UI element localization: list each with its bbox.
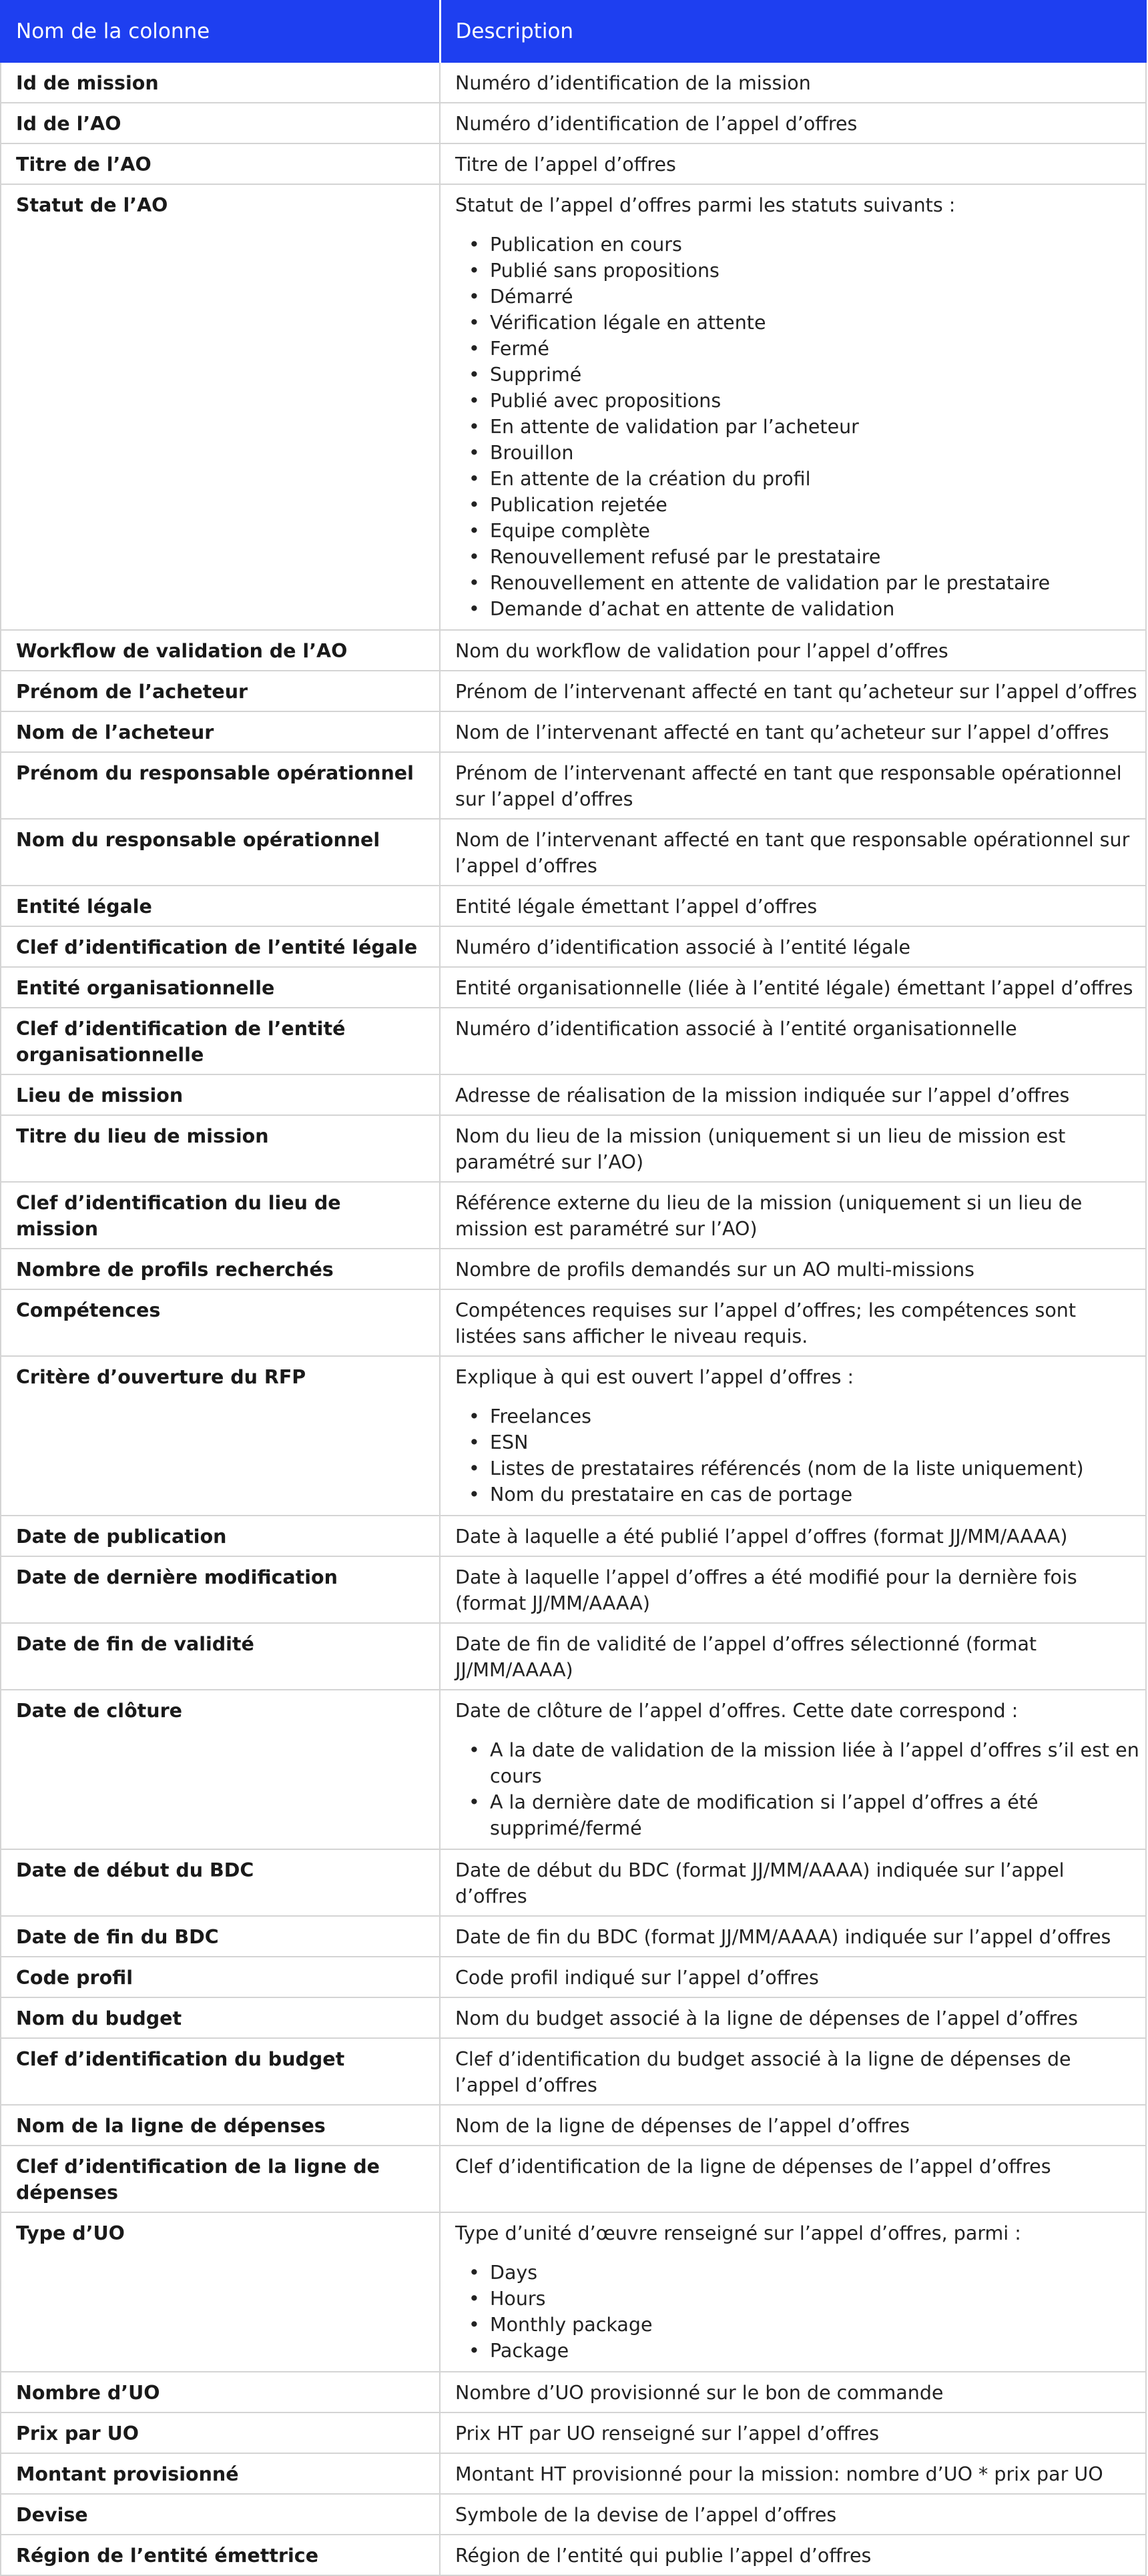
description-cell (440, 926, 1146, 967)
table-header (1, 1, 1146, 62)
bullet-text: Hours (490, 2288, 546, 2310)
description-text: Prénom de l’intervenant affecté en tant que responsable opérationnel sur l’appel d’offres (455, 762, 1122, 810)
bullet-item (469, 1403, 1140, 1429)
bullet-text: Publication en cours (490, 234, 682, 256)
column-name-cell: Titre du lieu de mission (1, 1115, 440, 1182)
bullet-text: Fermé (490, 338, 549, 360)
bullet-text: Listes de prestataires référencés (nom de la liste uniquement) (490, 1458, 1084, 1480)
column-name-cell: Entité organisationnelle (1, 967, 440, 1008)
column-name-cell: Montant provisionné (1, 2453, 440, 2494)
column-name-cell: Titre de l’AO (1, 143, 440, 184)
bullet-item (469, 232, 1140, 258)
column-name-cell: Lieu de mission (1, 1074, 440, 1115)
bullet-text: A la dernière date de modification si l’appel d’offres a été supprimé/fermé (490, 1791, 1039, 1839)
description-text: Numéro d’identification de l’appel d’offres (455, 113, 858, 135)
description-text: Référence externe du lieu de la mission (uniquement si un lieu de mission est paramétré sur l’AO) (455, 1192, 1083, 1240)
description-text: Entité organisationnelle (liée à l’entité légale) émettant l’appel d’offres (455, 977, 1133, 999)
bullet-dot-icon: • (469, 2262, 480, 2284)
bullet-dot-icon: • (469, 2314, 480, 2336)
column-name-cell: Date de début du BDC (1, 1849, 440, 1916)
bullet-item (469, 570, 1140, 596)
table-row (1, 1556, 1146, 1623)
description-text: Nom de la ligne de dépenses de l’appel d’offres (455, 2115, 910, 2137)
column-name-cell: Date de publication (1, 1516, 440, 1556)
bullet-item (469, 258, 1140, 284)
description-text: Entité légale émettant l’appel d’offres (455, 896, 818, 918)
description-cell (440, 1356, 1146, 1516)
column-name-cell: Prénom du responsable opérationnel (1, 752, 440, 819)
table-row (1, 2412, 1146, 2453)
description-cell (440, 1289, 1146, 1356)
description-cell (440, 752, 1146, 819)
description-text: Date à laquelle a été publié l’appel d’offres (format JJ/MM/AAAA) (455, 1526, 1068, 1548)
bullet-item (469, 310, 1140, 336)
table-row (1, 2146, 1146, 2212)
description-text: Nom de l’intervenant affecté en tant que responsable opérationnel sur l’appel d’offres (455, 829, 1130, 877)
bullet-item (469, 596, 1140, 622)
description-cell (440, 819, 1146, 886)
description-cell (440, 2146, 1146, 2212)
description-cell (440, 103, 1146, 143)
column-name-cell: Nombre de profils recherchés (1, 1249, 440, 1289)
description-cell (440, 711, 1146, 752)
bullet-item (469, 1789, 1140, 1841)
table-row (1, 1074, 1146, 1115)
description-text: Nom du budget associé à la ligne de dépenses de l’appel d’offres (455, 2007, 1079, 2029)
description-text: Clef d’identification du budget associé à la ligne de dépenses de l’appel d’offres (455, 2048, 1071, 2096)
bullet-dot-icon: • (469, 364, 480, 386)
table-row (1, 1289, 1146, 1356)
bullet-item (469, 2338, 1140, 2364)
bullet-dot-icon: • (469, 2288, 480, 2310)
table-row (1, 2494, 1146, 2535)
bullet-text: ESN (490, 1431, 529, 1454)
bullet-list (455, 1737, 1140, 1841)
bullet-text: Brouillon (490, 442, 574, 464)
column-name-cell: Statut de l’AO (1, 184, 440, 630)
table-row (1, 630, 1146, 671)
column-name-cell: Clef d’identification de l’entité organisationnelle (1, 1008, 440, 1074)
description-cell (440, 62, 1146, 103)
bullet-dot-icon: • (469, 520, 480, 542)
bullet-dot-icon: • (469, 260, 480, 282)
bullet-item (469, 440, 1140, 466)
description-cell (440, 2372, 1146, 2412)
description-cell (440, 1916, 1146, 1957)
bullet-item (469, 362, 1140, 388)
description-cell (440, 1556, 1146, 1623)
description-cell (440, 967, 1146, 1008)
description-text: Date à laquelle l’appel d’offres a été modifié pour la dernière fois (format JJ/MM/AAAA) (455, 1566, 1077, 1614)
bullet-text: Demande d’achat en attente de validation (490, 598, 895, 620)
description-text: Nom de l’intervenant affecté en tant qu’acheteur sur l’appel d’offres (455, 721, 1109, 743)
table-row (1, 1182, 1146, 1249)
table-row (1, 2105, 1146, 2146)
description-cell (440, 1008, 1146, 1074)
column-name-cell: Id de l’AO (1, 103, 440, 143)
bullet-dot-icon: • (469, 1484, 480, 1506)
bullet-dot-icon: • (469, 494, 480, 516)
column-name-cell: Type d’UO (1, 2212, 440, 2372)
bullet-item (469, 284, 1140, 310)
bullet-item (469, 2260, 1140, 2286)
description-cell (440, 2412, 1146, 2453)
bullet-dot-icon: • (469, 416, 480, 438)
description-cell (440, 143, 1146, 184)
bullet-text: En attente de validation par l’acheteur (490, 416, 859, 438)
bullet-item (469, 388, 1140, 414)
description-text: Clef d’identification de la ligne de dépenses de l’appel d’offres (455, 2156, 1051, 2178)
column-name-cell: Région de l’entité émettrice (1, 2535, 440, 2575)
column-name-cell: Clef d’identification du budget (1, 2038, 440, 2105)
column-name-cell: Compétences (1, 1289, 440, 1356)
bullet-item (469, 414, 1140, 440)
column-name-cell: Nombre d’UO (1, 2372, 440, 2412)
description-cell (440, 184, 1146, 630)
description-cell (440, 2494, 1146, 2535)
description-cell (440, 2038, 1146, 2105)
table-row (1, 1849, 1146, 1916)
bullet-dot-icon: • (469, 1791, 480, 1813)
column-name-cell: Clef d’identification de la ligne de dépenses (1, 2146, 440, 2212)
bullet-dot-icon: • (469, 1739, 480, 1761)
description-text: Nom du workflow de validation pour l’appel d’offres (455, 640, 948, 662)
description-text: Montant HT provisionné pour la mission: nombre d’UO * prix par UO (455, 2463, 1103, 2485)
table-row (1, 2453, 1146, 2494)
bullet-dot-icon: • (469, 1458, 480, 1480)
column-name-cell: Prix par UO (1, 2412, 440, 2453)
bullet-dot-icon: • (469, 598, 480, 620)
bullet-text: Monthly package (490, 2314, 653, 2336)
description-cell (440, 630, 1146, 671)
description-text: Statut de l’appel d’offres parmi les statuts suivants : (455, 194, 956, 216)
description-cell (440, 2453, 1146, 2494)
table-row (1, 819, 1146, 886)
description-cell (440, 1849, 1146, 1916)
bullet-text: Days (490, 2262, 538, 2284)
bullet-dot-icon: • (469, 468, 480, 490)
table-row (1, 886, 1146, 926)
column-name-cell: Nom de la ligne de dépenses (1, 2105, 440, 2146)
table-row (1, 62, 1146, 103)
description-text: Prénom de l’intervenant affecté en tant qu’acheteur sur l’appel d’offres (455, 681, 1137, 703)
description-cell (440, 1074, 1146, 1115)
bullet-text: Nom du prestataire en cas de portage (490, 1484, 853, 1506)
column-name-cell: Critère d’ouverture du RFP (1, 1356, 440, 1516)
description-text: Nom du lieu de la mission (uniquement si un lieu de mission est paramétré sur l’AO) (455, 1125, 1066, 1173)
bullet-list (455, 2260, 1140, 2364)
header-column-name: Nom de la colonne (1, 1, 440, 62)
bullet-text: Renouvellement refusé par le prestataire (490, 546, 881, 568)
table-row (1, 1115, 1146, 1182)
table-row (1, 2212, 1146, 2372)
column-name-cell: Code profil (1, 1957, 440, 1997)
table-row (1, 967, 1146, 1008)
bullet-text: En attente de la création du profil (490, 468, 811, 490)
description-text: Numéro d’identification de la mission (455, 72, 811, 94)
description-text: Compétences requises sur l’appel d’offres; les compétences sont listées sans afficher le niveau requis. (455, 1299, 1077, 1347)
column-name-cell: Clef d’identification du lieu de mission (1, 1182, 440, 1249)
bullet-text: Publié avec propositions (490, 390, 722, 412)
description-cell (440, 886, 1146, 926)
bullet-text: Renouvellement en attente de validation par le prestataire (490, 572, 1051, 594)
column-name-cell: Workflow de validation de l’AO (1, 630, 440, 671)
bullet-dot-icon: • (469, 546, 480, 568)
description-text: Titre de l’appel d’offres (455, 153, 676, 176)
table-row (1, 711, 1146, 752)
table-row (1, 1008, 1146, 1074)
description-text: Date de début du BDC (format JJ/MM/AAAA) indiquée sur l’appel d’offres (455, 1859, 1065, 1907)
column-name-cell: Nom du responsable opérationnel (1, 819, 440, 886)
table-row (1, 1916, 1146, 1957)
bullet-item (469, 1737, 1140, 1789)
bullet-item (469, 1429, 1140, 1456)
column-name-cell: Prénom de l’acheteur (1, 671, 440, 711)
bullet-dot-icon: • (469, 312, 480, 334)
bullet-text: Equipe complète (490, 520, 650, 542)
description-text: Date de fin de validité de l’appel d’offres sélectionné (format JJ/MM/AAAA) (455, 1633, 1037, 1681)
table-row (1, 1957, 1146, 1997)
column-name-cell: Nom de l’acheteur (1, 711, 440, 752)
bullet-item (469, 2286, 1140, 2312)
description-text: Prix HT par UO renseigné sur l’appel d’offres (455, 2423, 880, 2445)
table-row (1, 1997, 1146, 2038)
table-row (1, 184, 1146, 630)
table-row (1, 1356, 1146, 1516)
column-name-cell: Clef d’identification de l’entité légale (1, 926, 440, 967)
description-cell (440, 2535, 1146, 2575)
description-cell (440, 1249, 1146, 1289)
description-text: Région de l’entité qui publie l’appel d’offres (455, 2545, 872, 2567)
description-cell (440, 671, 1146, 711)
description-cell (440, 1182, 1146, 1249)
description-cell (440, 1115, 1146, 1182)
description-text: Date de fin du BDC (format JJ/MM/AAAA) indiquée sur l’appel d’offres (455, 1926, 1111, 1948)
description-text: Explique à qui est ouvert l’appel d’offres : (455, 1366, 854, 1388)
bullet-text: Package (490, 2340, 569, 2362)
column-name-cell: Date de dernière modification (1, 1556, 440, 1623)
column-name-cell: Id de mission (1, 62, 440, 103)
table-row (1, 2535, 1146, 2575)
description-cell (440, 1957, 1146, 1997)
bullet-text: Supprimé (490, 364, 582, 386)
bullet-item (469, 518, 1140, 544)
column-name-cell: Nom du budget (1, 1997, 440, 2038)
bullet-item (469, 466, 1140, 492)
header-description: Description (440, 1, 1146, 62)
bullet-item (469, 492, 1140, 518)
bullet-item (469, 336, 1140, 362)
bullet-item (469, 2312, 1140, 2338)
table-row (1, 1690, 1146, 1849)
description-text: Nombre de profils demandés sur un AO multi-missions (455, 1259, 974, 1281)
column-name-cell: Entité légale (1, 886, 440, 926)
column-name-cell: Devise (1, 2494, 440, 2535)
description-text: Numéro d’identification associé à l’entité organisationnelle (455, 1018, 1017, 1040)
bullet-dot-icon: • (469, 442, 480, 464)
table-row (1, 1516, 1146, 1556)
description-cell (440, 1690, 1146, 1849)
description-cell (440, 2105, 1146, 2146)
description-cell (440, 1623, 1146, 1690)
bullet-dot-icon: • (469, 390, 480, 412)
bullet-item (469, 1482, 1140, 1508)
table-row (1, 143, 1146, 184)
table-row (1, 1249, 1146, 1289)
bullet-text: Publié sans propositions (490, 260, 720, 282)
description-cell (440, 1997, 1146, 2038)
description-cell (440, 2212, 1146, 2372)
bullet-dot-icon: • (469, 2340, 480, 2362)
header-row (1, 1, 1146, 62)
table-row (1, 1623, 1146, 1690)
table-body (1, 62, 1146, 2575)
bullet-dot-icon: • (469, 572, 480, 594)
description-text: Date de clôture de l’appel d’offres. Cette date correspond : (455, 1700, 1019, 1722)
column-name-cell: Date de fin du BDC (1, 1916, 440, 1957)
bullet-dot-icon: • (469, 1431, 480, 1454)
description-text: Code profil indiqué sur l’appel d’offres (455, 1967, 819, 1989)
bullet-list (455, 232, 1140, 622)
bullet-item (469, 1456, 1140, 1482)
table-row (1, 752, 1146, 819)
table-row (1, 926, 1146, 967)
description-cell (440, 1516, 1146, 1556)
description-text: Numéro d’identification associé à l’entité légale (455, 936, 911, 958)
table-row (1, 2372, 1146, 2412)
description-text: Symbole de la devise de l’appel d’offres (455, 2504, 837, 2526)
description-text: Adresse de réalisation de la mission indiquée sur l’appel d’offres (455, 1084, 1070, 1106)
bullet-dot-icon: • (469, 1405, 480, 1427)
description-text: Type d’unité d’œuvre renseigné sur l’appel d’offres, parmi : (455, 2222, 1021, 2244)
column-name-cell: Date de fin de validité (1, 1623, 440, 1690)
table-row (1, 671, 1146, 711)
description-text: Nombre d’UO provisionné sur le bon de commande (455, 2382, 944, 2404)
bullet-text: Démarré (490, 286, 573, 308)
table-row (1, 103, 1146, 143)
bullet-list (455, 1403, 1140, 1508)
bullet-text: Vérification légale en attente (490, 312, 766, 334)
column-name-cell: Date de clôture (1, 1690, 440, 1849)
bullet-dot-icon: • (469, 234, 480, 256)
bullet-item (469, 544, 1140, 570)
bullet-text: Publication rejetée (490, 494, 667, 516)
bullet-text: Freelances (490, 1405, 591, 1427)
bullet-text: A la date de validation de la mission liée à l’appel d’offres s’il est en cours (490, 1739, 1139, 1787)
bullet-dot-icon: • (469, 286, 480, 308)
bullet-dot-icon: • (469, 338, 480, 360)
table-row (1, 2038, 1146, 2105)
